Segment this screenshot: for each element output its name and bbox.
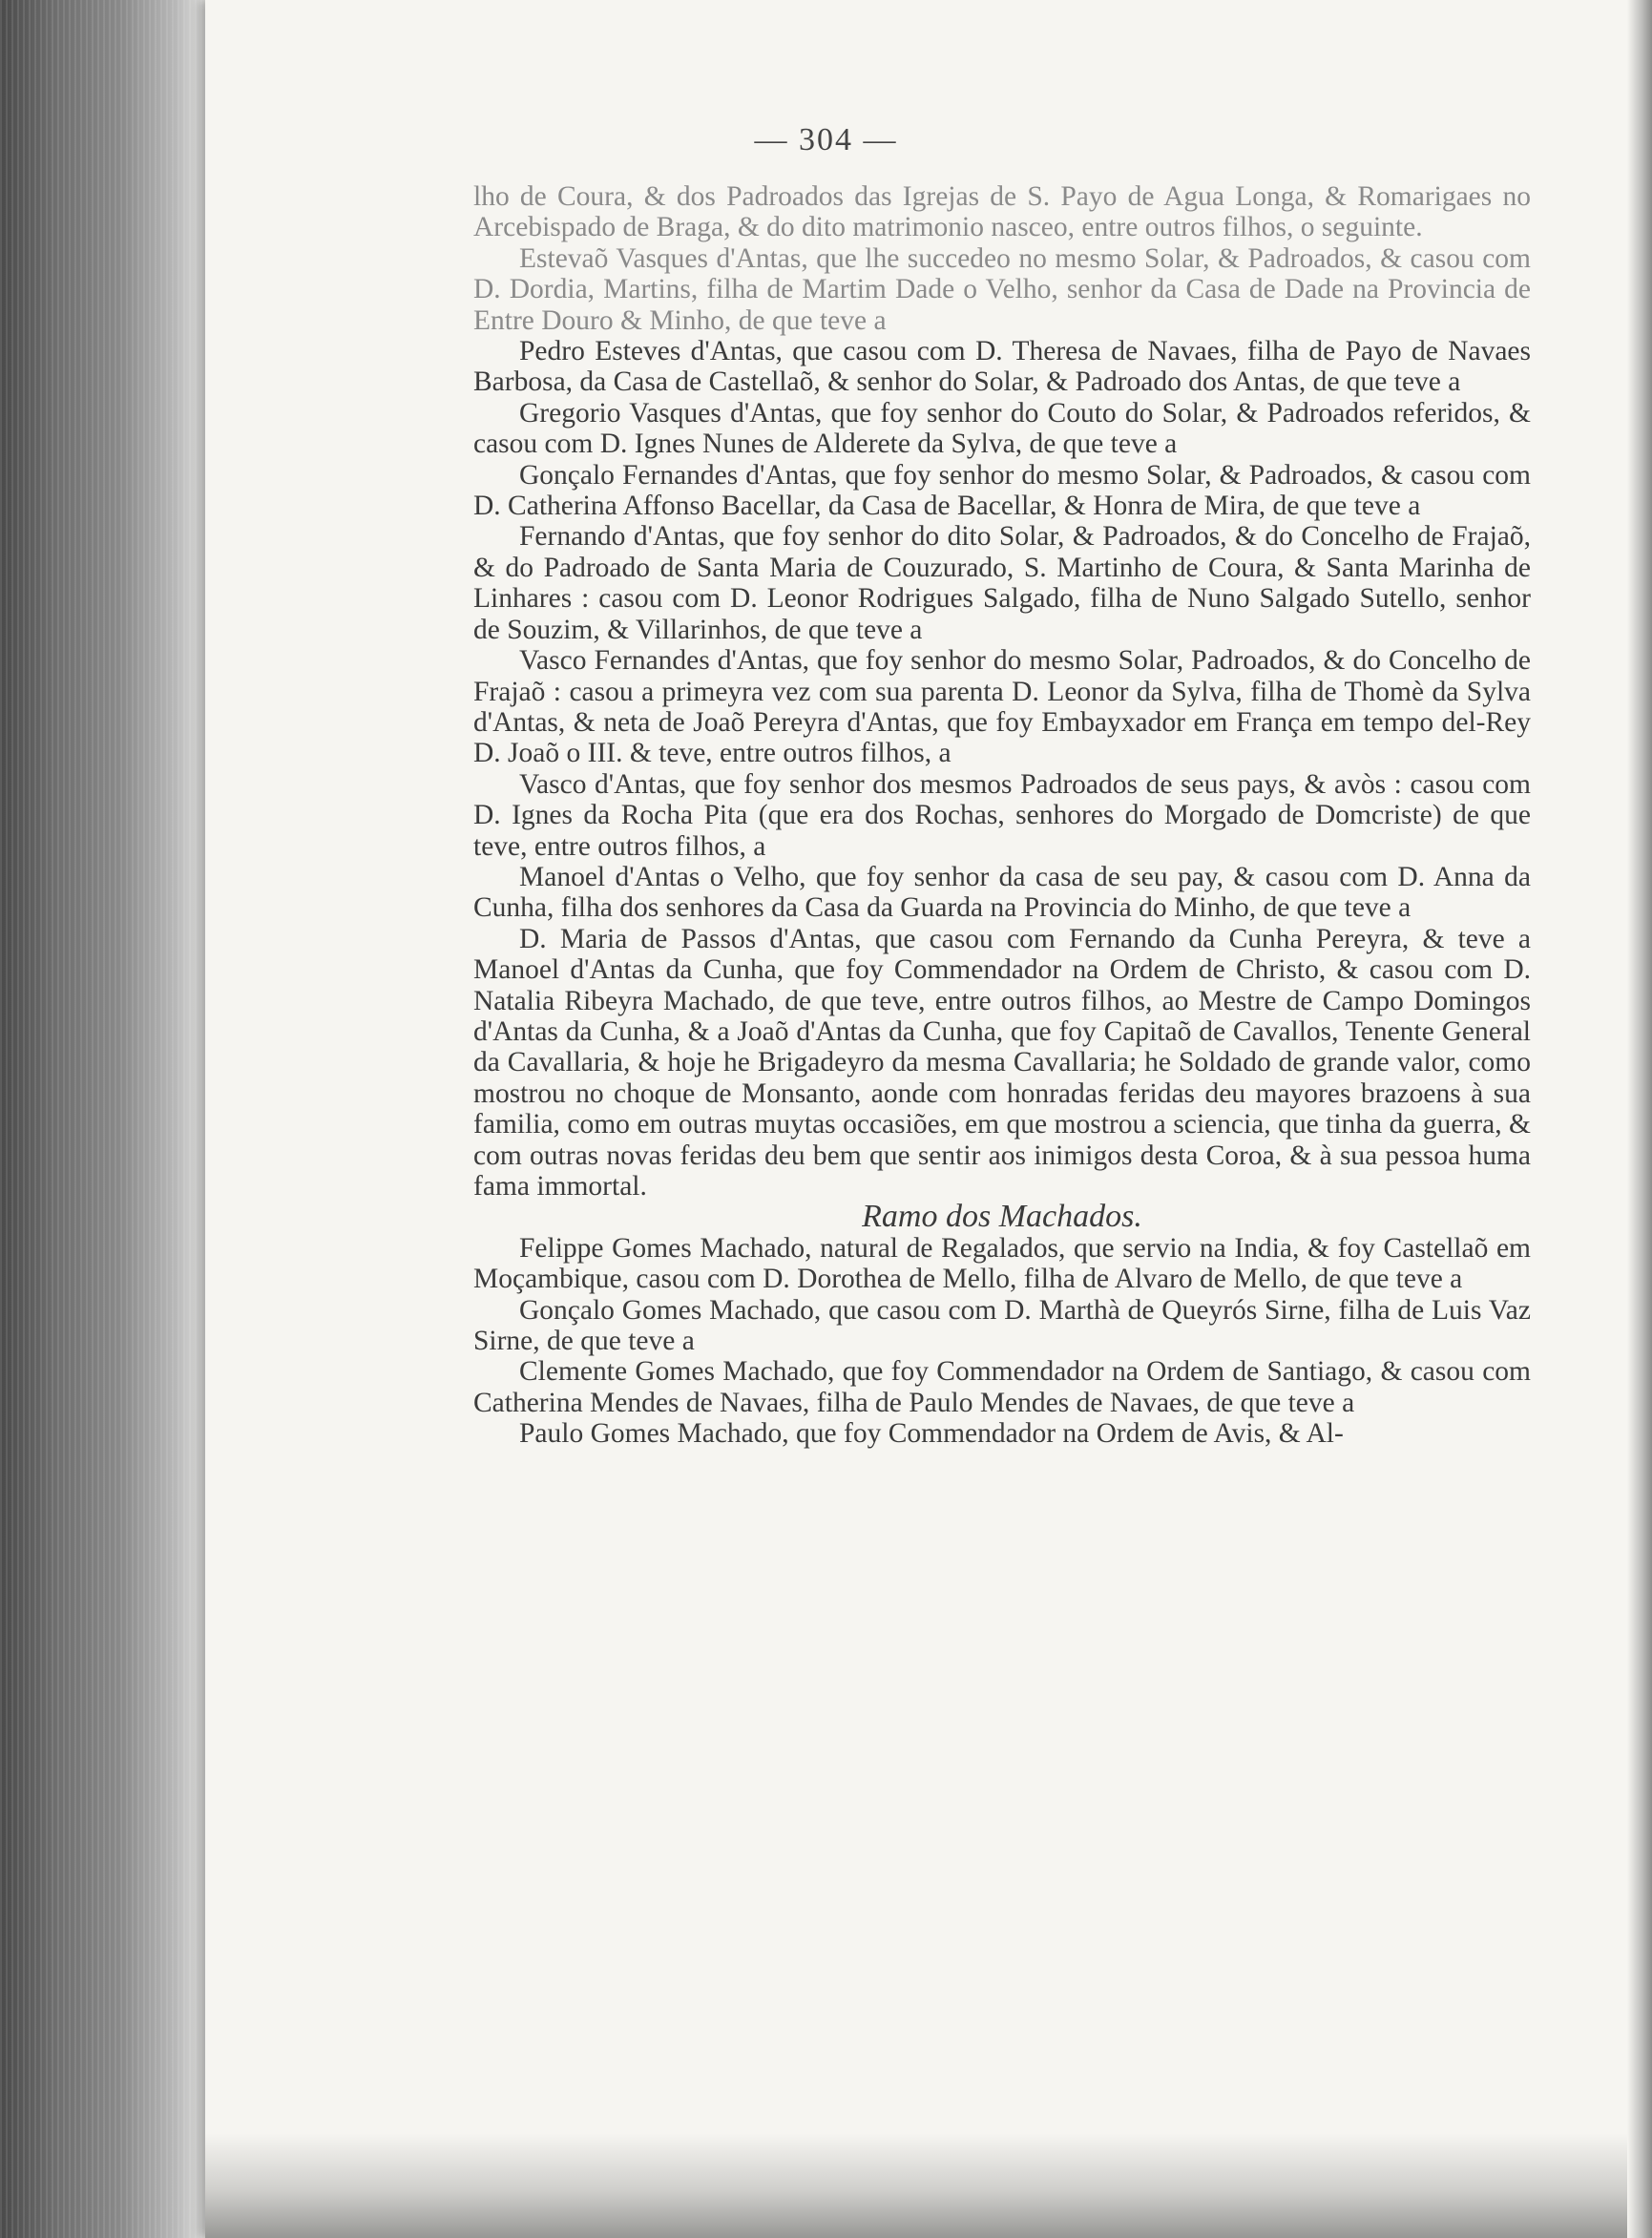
- section-paragraph-1: Felippe Gomes Machado, natural de Regalados, que servio na India, & foy Castellaõ em Moçambique, casou com D. Dorothea de Mello, filha de Alvaro de Mello, de que teve a: [473, 1232, 1531, 1295]
- section-paragraph-4: Paulo Gomes Machado, que foy Commendador na Ordem de Avis, & Al-: [519, 1418, 1344, 1450]
- page-right-edge: [1627, 0, 1652, 2238]
- paragraph-8: Vasco d'Antas, que foy senhor dos mesmos Padroados de seus pays, & avòs : casou com D. Ignes da Rocha Pita (que era dos Rochas, senhores do Morgado de Domcriste) de que teve, entre outros filhos, a: [473, 768, 1531, 862]
- section-heading: Ramo dos Machados.: [862, 1199, 1142, 1235]
- section-paragraph-3: Clemente Gomes Machado, que foy Commendador na Ordem de Santiago, & casou com Catherina Mendes de Navaes, filha de Paulo Mendes de Navaes, de que teve a: [473, 1356, 1531, 1418]
- paragraph-4: Gregorio Vasques d'Antas, que foy senhor do Couto do Solar, & Padroados referidos, & casou com D. Ignes Nunes de Alderete da Sylva, de que teve a: [473, 397, 1531, 460]
- book-binding-shadow: [0, 0, 220, 2238]
- paragraph-2: Estevaõ Vasques d'Antas, que lhe succedeo no mesmo Solar, & Padroados, & casou com D. Dordia, Martins, filha de Martim Dade o Velho, senhor da Casa de Dade na Provincia de Entre Douro & Minho, de que teve a: [473, 242, 1531, 336]
- paragraph-5: Gonçalo Fernandes d'Antas, que foy senhor do mesmo Solar, & Padroados, & casou com D. Catherina Affonso Bacellar, da Casa de Bacellar, & Honra de Mira, de que teve a: [473, 459, 1531, 522]
- paragraph-7: Vasco Fernandes d'Antas, que foy senhor do mesmo Solar, Padroados, & do Concelho de Frajaõ : casou a primeyra vez com sua parenta D. Leonor da Sylva, filha de Thomè da Sylva d'Antas, & neta de Joaõ Pereyra d'Antas, que foy Embayxador em França em tempo del-Rey D. Joaõ o III. & teve, entre outros filhos, a: [473, 645, 1531, 769]
- paragraph-10: D. Maria de Passos d'Antas, que casou com Fernando da Cunha Pereyra, & teve a Manoel d'Antas da Cunha, que foy Commendador na Ordem de Christo, & casou com D. Natalia Ribeyra Machado, de que teve, entre outros filhos, ao Mestre de Campo Domingos d'Antas da Cunha, & a Joaõ d'Antas da Cunha, que foy Capitaõ de Cavallos, Tenente General da Cavallaria, & hoje he Brigadeyro da mesma Cavallaria; he Soldado de grande valor, como mostrou no choque de Monsanto, aonde com honradas feridas deu mayores brazoens à sua familia, como em outras muytas occasiões, em que mostrou a sciencia, que tinha da guerra, & com outras novas feridas deu bem que sentir aos inimigos desta Coroa, & à sua pessoa huma fama immortal.: [473, 923, 1531, 1202]
- paragraph-3: Pedro Esteves d'Antas, que casou com D. Theresa de Navaes, filha de Payo de Navaes Barbosa, da Casa de Castellaõ, & senhor do Solar, & Padroado dos Antas, de que teve a: [473, 336, 1531, 398]
- main-text-block: [473, 181, 1531, 1450]
- section-paragraph-2: Gonçalo Gomes Machado, que casou com D. Marthà de Queyrós Sirne, filha de Luis Vaz Sirne, de que teve a: [473, 1294, 1531, 1357]
- page-number: — 304 —: [754, 122, 898, 157]
- paragraph-6: Fernando d'Antas, que foy senhor do dito Solar, & Padroados, & do Concelho de Frajaõ, & do Padroado de Santa Maria de Couzurado, S. Martinho de Coura, & Santa Marinha de Linhares : casou com D. Leonor Rodrigues Salgado, filha de Nuno Salgado Sutello, senhor de Souzim, & Villarinhos, de que teve a: [473, 521, 1531, 645]
- paragraph-9: Manoel d'Antas o Velho, que foy senhor da casa de seu pay, & casou com D. Anna da Cunha, filha dos senhores da Casa da Guarda na Provincia do Minho, de que teve a: [473, 861, 1531, 924]
- page-bottom-edge: [205, 2133, 1627, 2238]
- paragraph-1: lho de Coura, & dos Padroados das Igrejas de S. Payo de Agua Longa, & Romarigaes no Arcebispado de Braga, & do dito matrimonio nasceo, entre outros filhos, o seguinte.: [473, 181, 1531, 243]
